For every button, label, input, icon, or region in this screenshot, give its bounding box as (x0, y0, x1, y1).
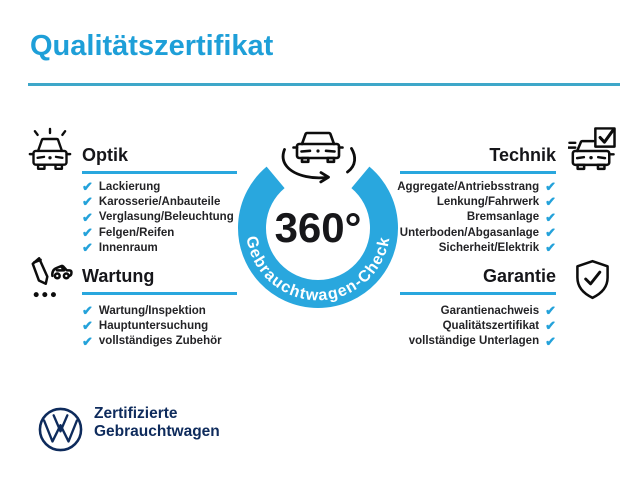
brand-line-2: Gebrauchtwagen (94, 422, 220, 440)
check-icon: ✔ (545, 303, 556, 319)
checklist-item-label: Innenraum (98, 241, 158, 254)
brand-line-1: Zertifizierte (94, 405, 178, 422)
section-title-optik: Optik (82, 145, 129, 165)
checklist-item-label: Wartung/Inspektion (98, 304, 206, 317)
page-title: Qualitätszertifikat (30, 30, 274, 62)
checklist-item-label: Garantienachweis (440, 304, 540, 317)
check-icon: ✔ (545, 318, 556, 334)
checklist-item-label: Qualitätszertifikat (442, 319, 540, 332)
check-icon: ✔ (545, 225, 556, 241)
degree-label: 360° (274, 204, 362, 251)
check-icon: ✔ (545, 209, 556, 225)
check-icon: ✔ (545, 240, 556, 256)
check-icon: ✔ (82, 209, 93, 225)
checklist-item-label: Sicherheit/Elektrik (438, 241, 540, 254)
check-icon: ✔ (545, 333, 556, 349)
check-icon: ✔ (82, 318, 93, 334)
checklist-item-label: Verglasung/Beleuchtung (98, 211, 234, 224)
checklist-item-label: Hauptuntersuchung (98, 319, 209, 332)
check-icon: ✔ (82, 194, 93, 210)
checklist-item-label: Lackierung (98, 180, 161, 193)
section-title-technik: Technik (489, 145, 556, 165)
checklist-item-label: Felgen/Reifen (98, 226, 175, 239)
check-icon: ✔ (545, 194, 556, 210)
brand-text (94, 405, 220, 440)
section-title-wartung: Wartung (82, 266, 155, 286)
checklist-item-label: Lenkung/Fahrwerk (436, 195, 540, 208)
checklist-item-label: Karosserie/Anbauteile (98, 195, 221, 208)
check-icon: ✔ (82, 303, 93, 319)
check-icon: ✔ (82, 333, 93, 349)
check-icon: ✔ (545, 179, 556, 195)
checklist-item-label: Aggregate/Antriebsstrang (397, 180, 540, 193)
checklist-item-label: vollständige Unterlagen (408, 335, 540, 348)
rotating-car-icon (283, 133, 355, 182)
checklist-item-label: Bremsanlage (466, 211, 540, 224)
check-icon: ✔ (82, 240, 93, 256)
vw-logo (37, 406, 84, 453)
check-icon: ✔ (82, 179, 93, 195)
checklist-item-label: vollständiges Zubehör (98, 335, 222, 348)
check-icon: ✔ (82, 225, 93, 241)
checklist-item-label: Unterboden/Abgasanlage (399, 226, 540, 239)
section-title-garantie: Garantie (482, 266, 556, 286)
ring-label: Gebrauchtwagen-Check (242, 234, 394, 305)
